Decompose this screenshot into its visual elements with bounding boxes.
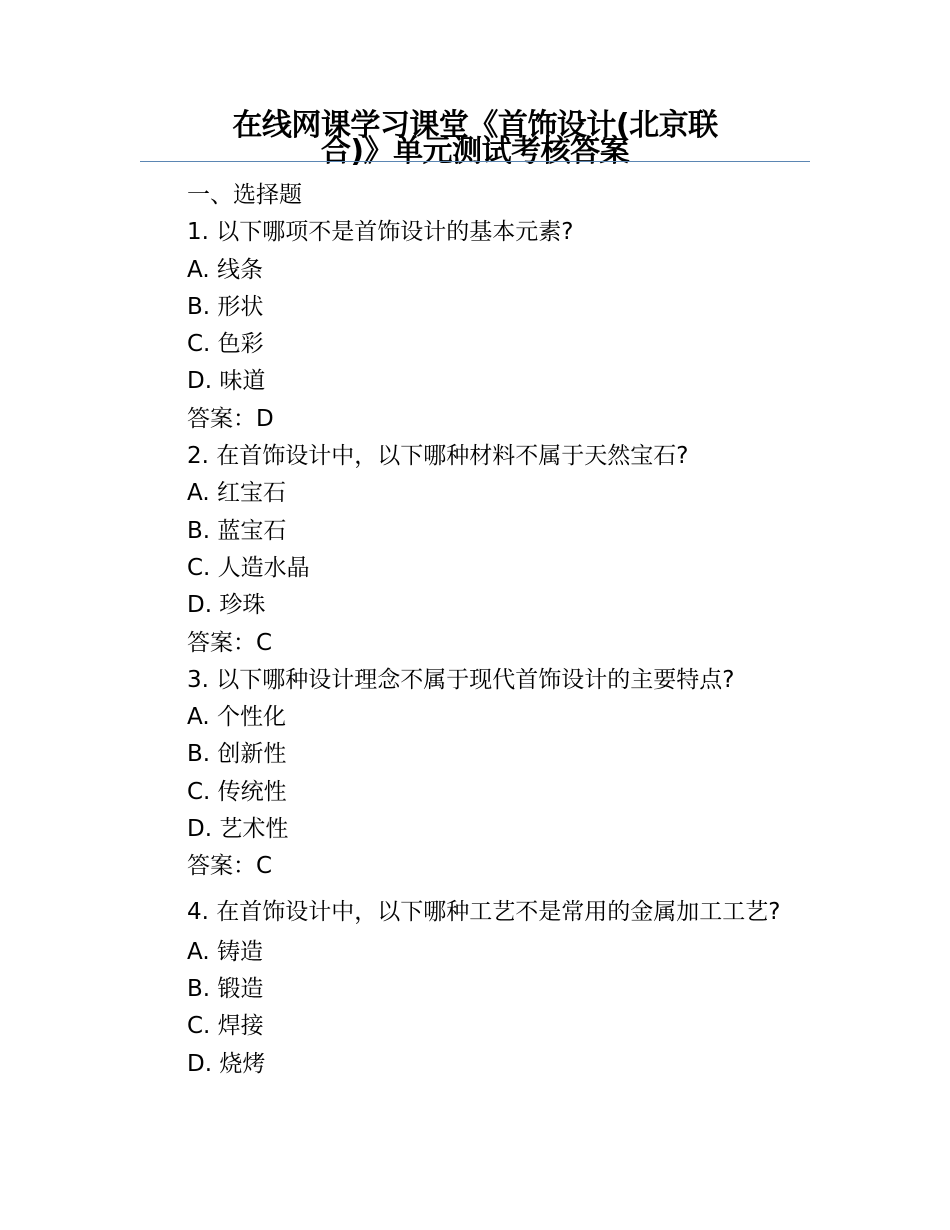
document-title-line-2: 合)》单元测试考核答案 <box>320 134 630 169</box>
answer-text: 答案：C <box>187 629 273 656</box>
option-c: C. 传统性 <box>187 778 287 805</box>
option-d: D. 珍珠 <box>187 592 266 619</box>
option-b: B. 蓝宝石 <box>187 517 287 544</box>
option-d: D. 烧烤 <box>187 1050 266 1077</box>
option-c: C. 色彩 <box>187 331 264 358</box>
question-text: 1. 以下哪项不是首饰设计的基本元素? <box>187 219 574 246</box>
answer-text: 答案：D <box>187 405 274 432</box>
option-b: B. 锻造 <box>187 975 264 1002</box>
section-heading: 一、选择题 <box>187 182 302 208</box>
option-a: A. 铸造 <box>187 938 263 965</box>
option-b: B. 形状 <box>187 293 264 320</box>
option-b: B. 创新性 <box>187 741 287 768</box>
option-d: D. 艺术性 <box>187 816 289 843</box>
question-block-3 <box>140 662 810 886</box>
option-c: C. 焊接 <box>187 1013 264 1040</box>
document-body <box>140 177 810 1083</box>
question-block-2 <box>140 438 810 662</box>
option-a: A. 个性化 <box>187 704 286 731</box>
question-block-4 <box>140 900 810 1083</box>
option-d: D. 味道 <box>187 368 266 395</box>
title-underline <box>140 161 810 162</box>
option-a: A. 红宝石 <box>187 480 286 507</box>
question-text: 2. 在首饰设计中，以下哪种材料不属于天然宝石? <box>187 443 689 470</box>
option-a: A. 线条 <box>187 256 263 283</box>
option-c: C. 人造水晶 <box>187 554 310 581</box>
document-title-line-1: 在线网课学习课堂《首饰设计(北京联 <box>232 108 718 143</box>
answer-text: 答案：C <box>187 853 273 880</box>
question-text: 3. 以下哪种设计理念不属于现代首饰设计的主要特点? <box>187 666 735 693</box>
question-block-1 <box>140 214 810 438</box>
question-text: 4. 在首饰设计中，以下哪种工艺不是常用的金属加工工艺? <box>187 898 781 925</box>
